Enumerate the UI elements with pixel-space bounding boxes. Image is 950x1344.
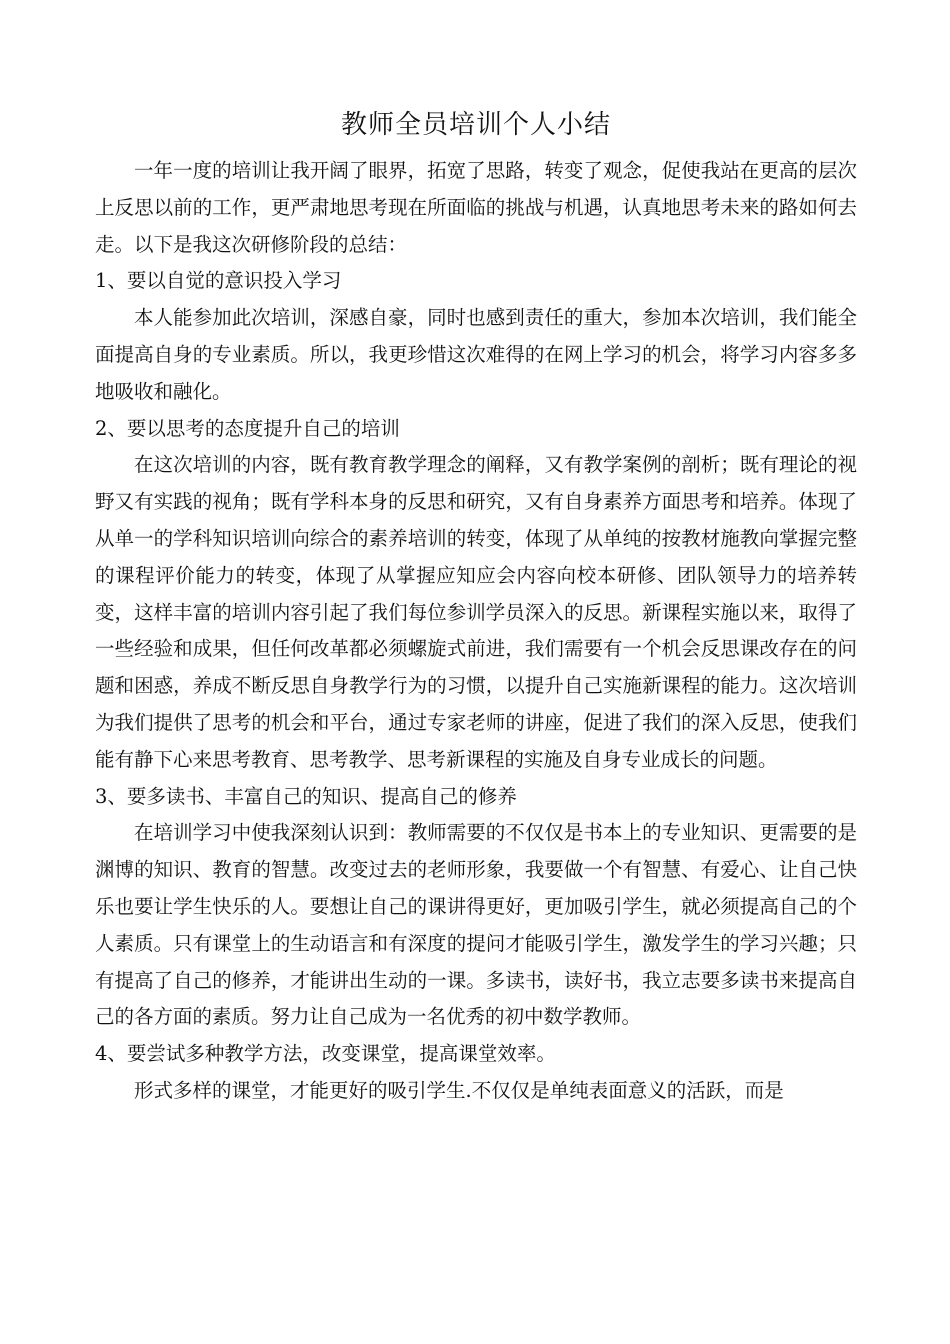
- section-2-body: 在这次培训的内容，既有教育教学理念的阐释，又有教学案例的剖析；既有理论的视野又有实践的视角；既有学科本身的反思和研究，又有自身素养方面思考和培养。体现了从单一的学科知识培训向综合的素养培训的转变，体现了从单纯的按教材施教向掌握完整的课程评价能力的转变，体现了从掌握应知应会内容向校本研修、团队领导力的培养转变，这样丰富的培训内容引起了我们每位参训学员深入的反思。新课程实施以来，取得了一些经验和成果，但任何改革都必须螺旋式前进，我们需要有一个机会反思课改存在的问题和困惑，养成不断反思自身教学行为的习惯，以提升自己实施新课程的能力。这次培训为我们提供了思考的机会和平台，通过专家老师的讲座，促进了我们的深入反思，使我们能有静下心来思考教育、思考教学、思考新课程的实施及自身专业成长的问题。: [95, 453, 857, 771]
- section-3-body: 在培训学习中使我深刻认识到：教师需要的不仅仅是书本上的专业知识、更需要的是渊博的知识、教育的智慧。改变过去的老师形象，我要做一个有智慧、有爱心、让自己快乐也要让学生快乐的人。要想让自己的课讲得更好，更加吸引学生，就必须提高自己的个人素质。只有课堂上的生动语言和有深度的提问才能吸引学生，激发学生的学习兴趣；只有提高了自己的修养，才能讲出生动的一课。多读书，读好书，我立志要多读书来提高自己的各方面的素质。努力让自己成为一名优秀的初中数学教师。: [95, 821, 857, 1029]
- document-title: 教师全员培训个人小结: [340, 110, 611, 140]
- intro-paragraph: 一年一度的培训让我开阔了眼界，拓宽了思路，转变了观念，促使我站在更高的层次上反思以前的工作，更严肃地思考现在所面临的挑战与机遇，认真地思考未来的路如何去走。以下是我这次研修阶段的总结：: [95, 159, 857, 256]
- section-2-heading: 2、要以思考的态度提升自己的培训: [95, 416, 400, 440]
- section-3-heading: 3、要多读书、丰富自己的知识、提高自己的修养: [95, 784, 517, 808]
- section-1-body: 本人能参加此次培训，深感自豪，同时也感到责任的重大，参加本次培训，我们能全面提高自身的专业素质。所以，我更珍惜这次难得的在网上学习的机会，将学习内容多多地吸收和融化。: [95, 306, 857, 403]
- document-page: [95, 103, 857, 1110]
- section-4-heading: 4、要尝试多种教学方法，改变课堂，提高课堂效率。: [95, 1042, 556, 1066]
- section-1-heading: 1、要以自觉的意识投入学习: [95, 269, 342, 293]
- section-4-body: 形式多样的课堂，才能更好的吸引学生.不仅仅是单纯表面意义的活跃，而是: [134, 1078, 784, 1102]
